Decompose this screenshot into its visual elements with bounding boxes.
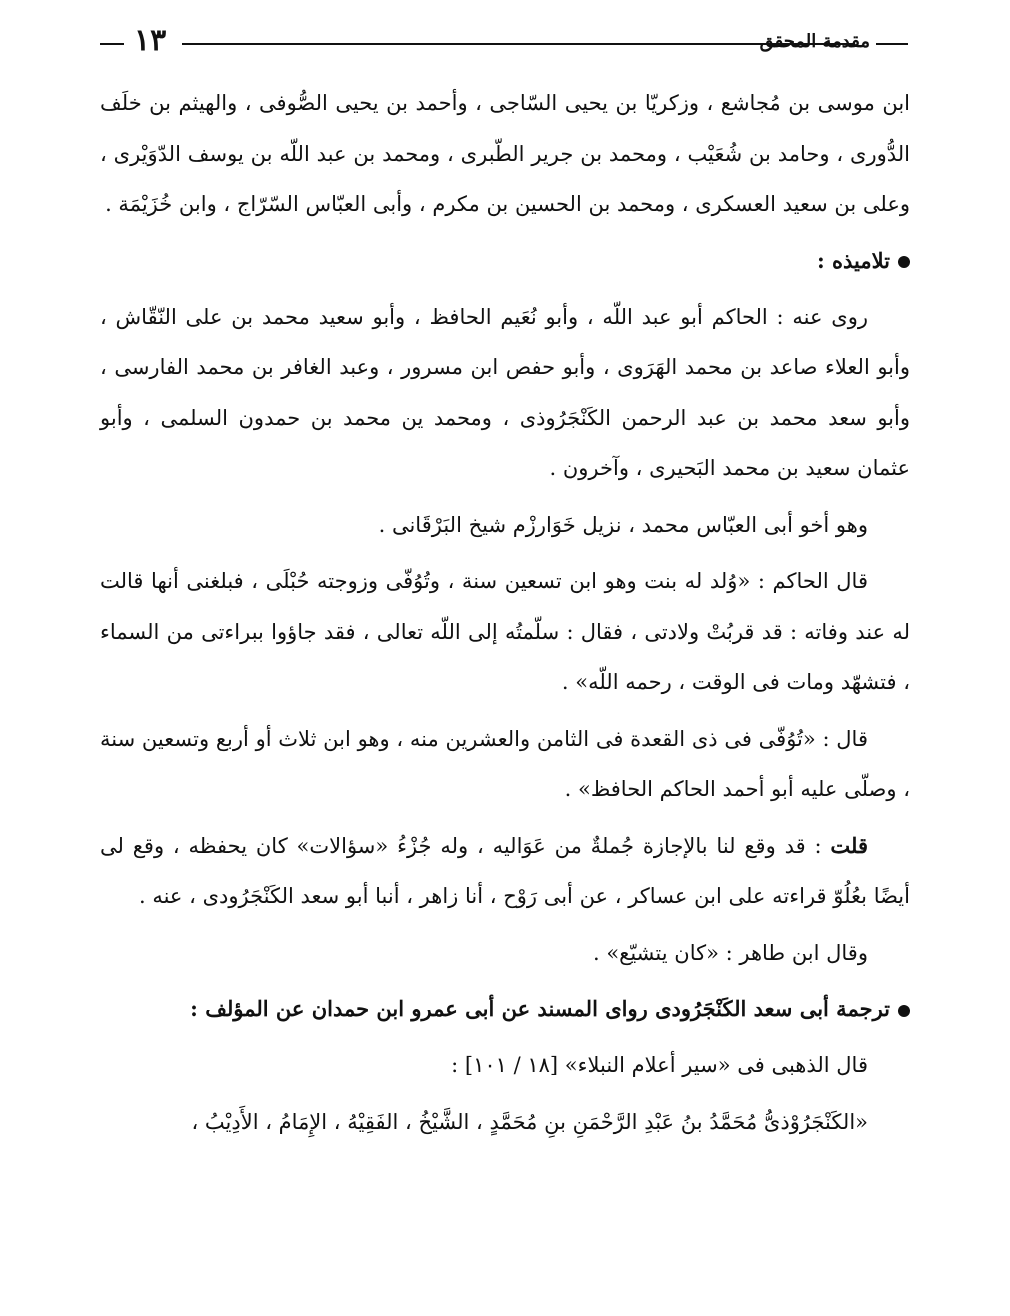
header-rule-middle (182, 43, 854, 45)
page-number: ١٣ (134, 23, 167, 58)
bold-lead-word: قلت (830, 832, 868, 858)
paragraph-dhahabi: قال الذهبى فى «سير أعلام النبلاء» [١٨ / ١٠١] : (451, 1053, 868, 1077)
bullet-icon (898, 1005, 910, 1017)
header-rule-right (876, 43, 908, 45)
paragraph-author-note-text: : قد وقع لنا بالإجازة جُملةٌ من عَوَاليه ، وله جُزْءُ «سؤالات» كان يحفظه ، وقع لى أيضًا بعُلُوّ قراءته على ابن عساكر ، عن أبى رَوْح ، أنا زاهر ، أنبا أبو سعد الكَنْجَرُودى ، عنه . (100, 833, 910, 908)
bullet-icon (898, 256, 910, 268)
running-header (100, 23, 908, 58)
section-heading-students (100, 236, 910, 286)
paragraph-ibn-tahir: وقال ابن طاهر : «كان يتشيّع» . (592, 940, 868, 965)
paragraph-teachers-continued: ابن موسى بن مُجاشع ، وزكريّا بن يحيى السّاجى ، وأحمد بن يحيى الصُّوفى ، والهيثم بن خلَف الدُّورى ، وحامد بن شُعَيْب ، ومحمد بن جرير الطّبرى ، ومحمد بن عبد اللّه بن يوسف الدّوَيْرى ، وعلى بن سعيد العسكرى ، ومحمد بن الحسين بن مكرم ، وأبى العبّاس السّرّاج ، وابن خُزَيْمَة . (100, 91, 910, 216)
section-heading-kanjarudi (100, 984, 910, 1034)
paragraph-hakim-quote: قال الحاكم : «وُلد له بنت وهو ابن تسعين سنة ، وتُوُفّى وزوجته حُبْلَى ، فبلغنى أنها قالت له عند وفاته : قد قربُتْ ولادتى ، فقال : سلّمتُه إلى اللّه تعالى ، فقد جاؤوا ببراءتى من السماء ، فتشهّد ومات فى الوقت ، رحمه اللّه» . (100, 569, 910, 694)
running-title: مقدمة المحقق (759, 31, 870, 52)
paragraph-students: روى عنه : الحاكم أبو عبد اللّه ، وأبو نُعَيم الحافظ ، وأبو سعيد محمد بن على النّقّاش ، وأبو العلاء صاعد بن محمد الهَرَوى ، وأبو حفص ابن مسرور ، وعبد الغافر بن محمد الفارسى ، وأبو سعد محمد بن عبد الرحمن الكَنْجَرُوذى ، ومحمد ين محمد بن حمدون السلمى ، وأبو عثمان سعيد بن محمد البَحيرى ، وآخرون . (100, 304, 910, 480)
paragraph-death: قال : «تُوُفّى فى ذى القعدة فى الثامن والعشرين منه ، وهو ابن ثلاث أو أربع وتسعين سنة ، وصلّى عليه أبو أحمد الحاكم الحافظ» . (100, 726, 910, 801)
page-body (100, 78, 910, 1153)
paragraph-brother: وهو أخو أبى العبّاس محمد ، نزيل خَوَارزْم شيخ البَرْقَانى . (378, 512, 868, 537)
paragraph-author-note (100, 821, 910, 922)
heading-text: تلاميذه : (816, 247, 890, 273)
heading-text: ترجمة أبى سعد الكَنْجَرُودى رواى المسند عن أبى عمرو ابن حمدان عن المؤلف : (190, 996, 890, 1021)
paragraph-kanjarudi-bio: «الكَنْجَرُوْذىُّ مُحَمَّدُ بنُ عَبْدِ الرَّحْمَنِ بنِ مُحَمَّدٍ ، الشَّيْخُ ، الفَقِيْهُ ، الإِمَامُ ، الأَدِيْبُ ، (191, 1109, 868, 1134)
header-rule-left (100, 43, 124, 45)
